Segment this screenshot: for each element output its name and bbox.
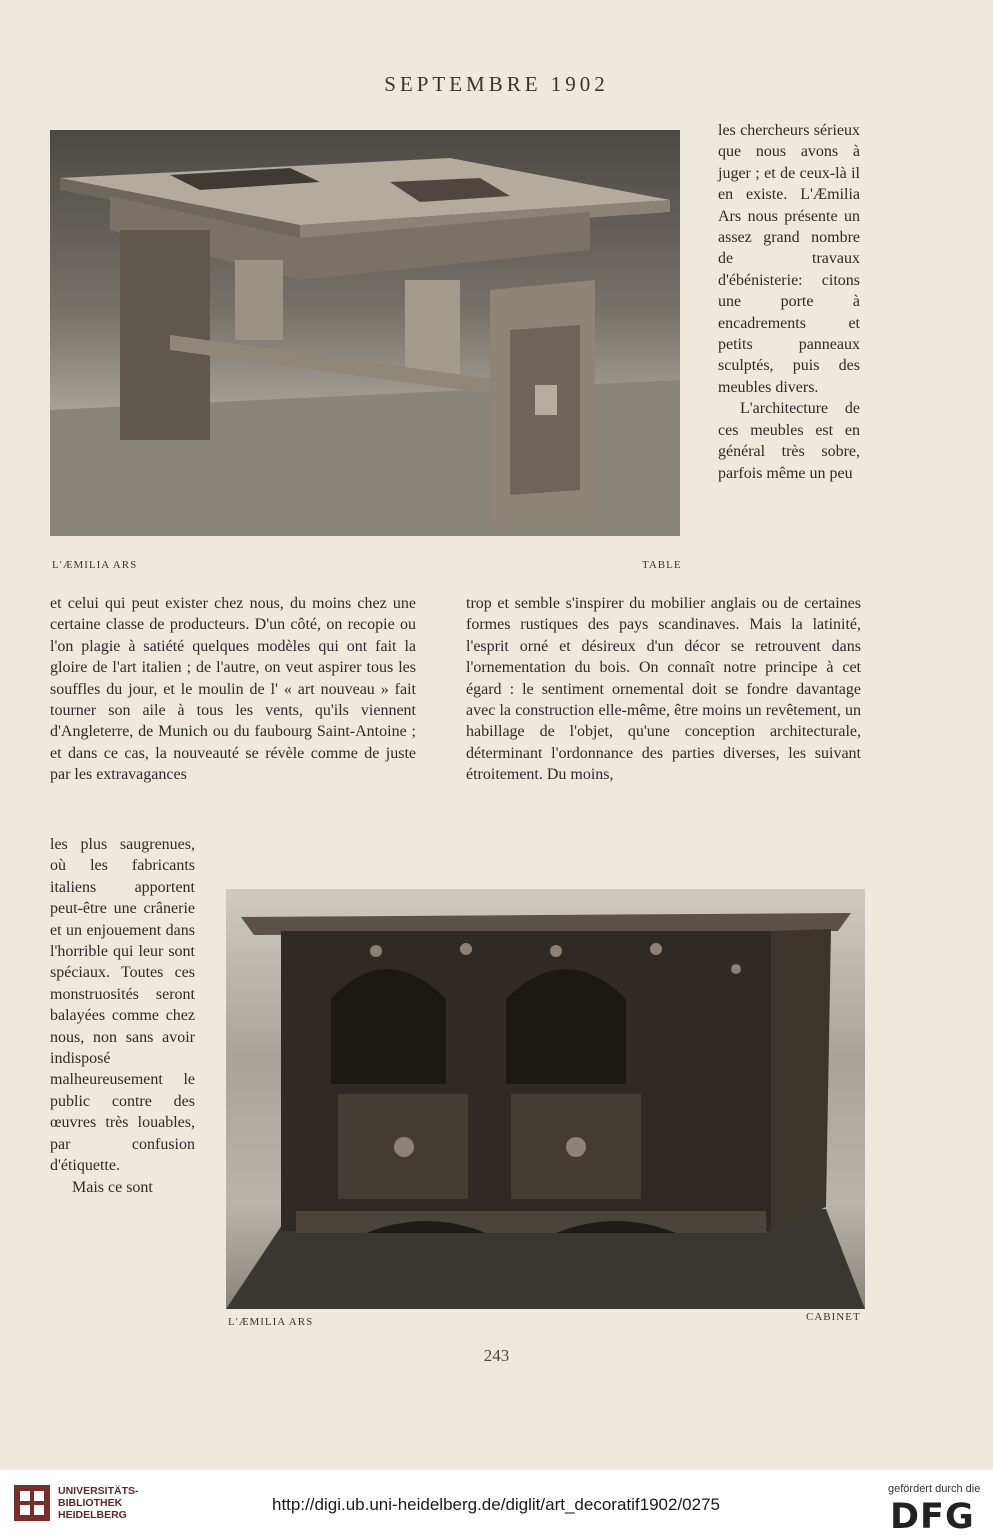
paragraph: les chercheurs sérieux que nous avons à juger ; et de ceux-là il en existe. L'Æmilia Ars nous présente un assez grand nombre de travaux d'ébénisterie: citons une porte à encadrements et petits panneaux sculptés, puis des meubles divers.: [718, 122, 860, 396]
permalink-url[interactable]: http://digi.ub.uni-heidelberg.de/diglit/art_decoratif1902/0275: [272, 1495, 720, 1514]
cabinet-caption-right: CABINET: [806, 1311, 861, 1323]
dfg-logo: DFG: [890, 1497, 975, 1537]
paragraph: et celui qui peut exister chez nous, du moins chez une certaine classe de producteurs. D'un côté, on recopie ou l'on plagie à satiété quelques modèles qui ont fait la gloire de l'art italien ; de l'autre, on veut aspirer tous les souffles du jour, et le moulin de l' « art nouveau » fait tourner son aile à tous les vents, qu'ils viennent d'Angleterre, de Munich ou du faubourg Saint-Antoine ; et dans ce cas, la nouveauté se révèle comme de juste par les extravagances: [50, 595, 416, 784]
paragraph: trop et semble s'inspirer du mobilier anglais ou de certaines formes rustiques des pays scandinaves. Mais la latinité, l'esprit orné et désireux d'un décor se retrouvent dans l'ornementation du bois. On connaît notre principe à cet égard : le sentiment ornemental doit se fondre davantage avec la construction elle-même, être moins un revêtement, un habillage de l'objet, qu'une conception architecturale, déterminant l'ordonnance des parties diverses, les suivant étroitement. Du moins,: [466, 595, 861, 784]
right-column-text: [466, 593, 861, 786]
left-column-text: [50, 593, 416, 786]
cabinet-caption-left: L'ÆMILIA ARS: [228, 1316, 314, 1328]
digitization-footer: [0, 1470, 993, 1540]
paragraph: L'architecture de ces meubles est en général très sobre, parfois même un peu: [718, 400, 860, 482]
institution-name: UNIVERSITÄTS- BIBLIOTHEK HEIDELBERG: [58, 1485, 139, 1521]
sponsor-label: gefördert durch die: [888, 1483, 981, 1495]
page-number: 243: [483, 1346, 510, 1365]
table-photograph: [50, 130, 680, 536]
table-caption-right: TABLE: [642, 559, 682, 571]
table-caption-left: L'ÆMILIA ARS: [52, 559, 138, 571]
university-seal-icon: [12, 1483, 52, 1523]
right-column-top-text: [718, 120, 860, 484]
running-header: SEPTEMBRE 1902: [384, 72, 609, 96]
narrow-column-text: [50, 834, 195, 1198]
paragraph: Mais ce sont: [72, 1178, 153, 1196]
cabinet-photograph: [226, 889, 865, 1309]
paragraph: les plus saugrenues, où les fabricants italiens apportent peut-être une crânerie et un enjouement dans l'horrible qui leur sont spéciaux. Toutes ces monstruosités seront balayées comme chez nous, non sans avoir indisposé malheureusement le public contre des œuvres très louables, par confusion d'étiquette.: [50, 836, 195, 1175]
